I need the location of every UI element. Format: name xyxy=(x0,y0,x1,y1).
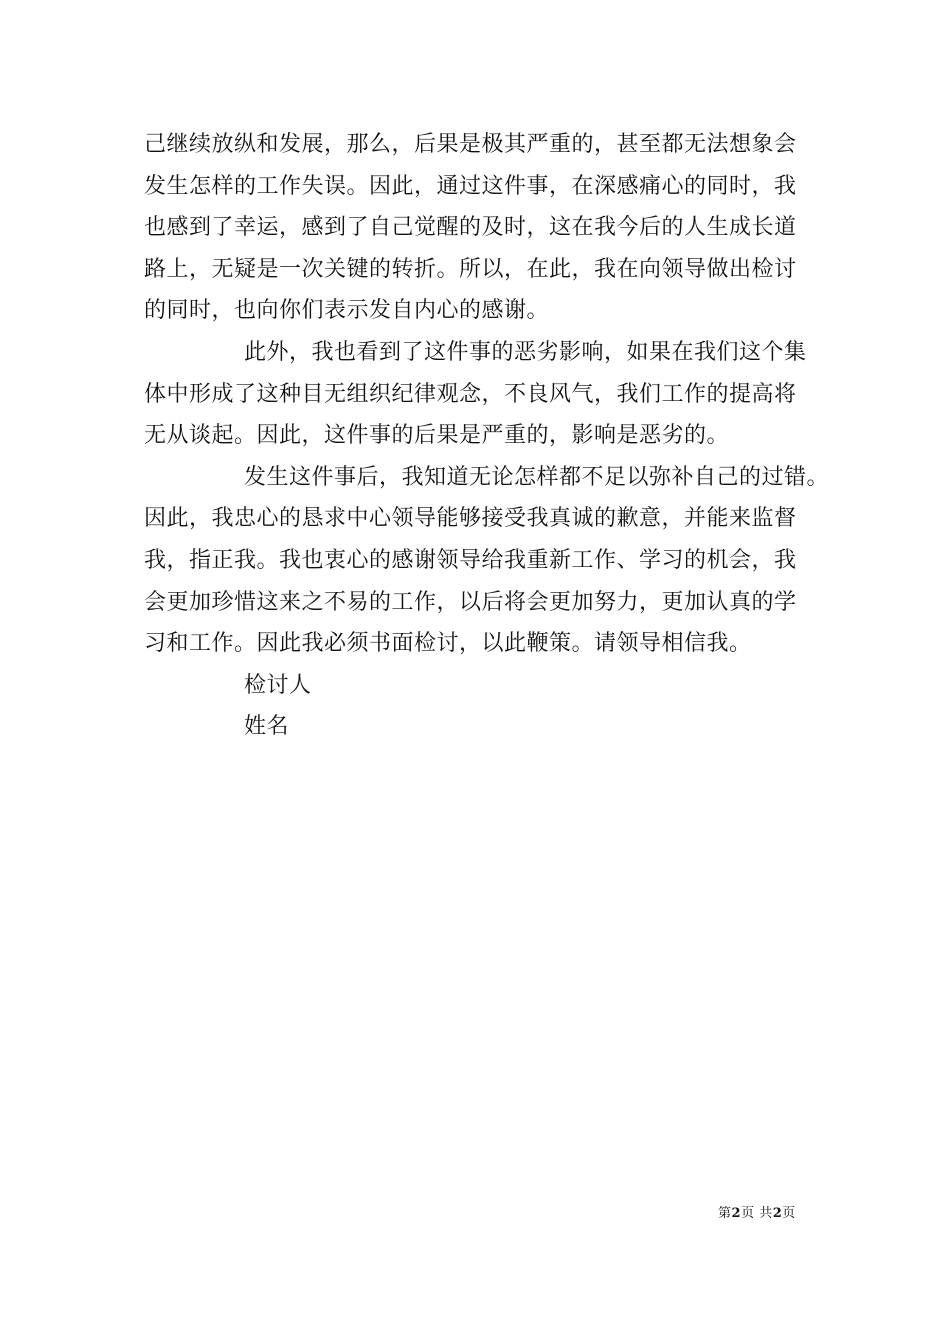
paragraph-3-line-4: 会更加珍惜这来之不易的工作，以后将会更加努力，更加认真的学 xyxy=(144,589,797,615)
paragraph-2-line-1: 此外，我也看到了这件事的恶劣影响，如果在我们这个集 xyxy=(244,339,807,365)
paragraph-2-line-3: 无从谈起。因此，这件事的后果是严重的，影响是恶劣的。 xyxy=(144,423,730,449)
paragraph-1-line-5: 的同时，也向你们表示发自内心的感谢。 xyxy=(144,298,550,324)
paragraph-3-line-2: 因此，我忠心的恳求中心领导能够接受我真诚的歉意，并能来监督 xyxy=(144,506,797,532)
document-body xyxy=(144,124,830,748)
signature-label: 检讨人 xyxy=(244,672,312,698)
page-number xyxy=(718,1202,796,1221)
paragraph-1-line-4: 路上，无疑是一次关键的转折。所以，在此，我在向领导做出检讨 xyxy=(144,256,797,282)
paragraph-2-line-2: 体中形成了这种目无组织纪律观念，不良风气，我们工作的提高将 xyxy=(144,381,797,407)
paragraph-1-line-3: 也感到了幸运，感到了自己觉醒的及时，这在我今后的人生成长道 xyxy=(144,215,797,241)
footer-middle: 页 共 xyxy=(741,1206,773,1221)
paragraph-1-line-1: 己继续放纵和发展，那么，后果是极其严重的，甚至都无法想象会 xyxy=(144,132,797,157)
signature-name-label: 姓名 xyxy=(244,714,290,740)
footer-current-page: 2 xyxy=(731,1206,742,1221)
footer-total-pages: 2 xyxy=(772,1206,783,1221)
paragraph-3-line-1: 发生这件事后，我知道无论怎样都不足以弥补自己的过错。 xyxy=(244,464,830,490)
paragraph-3-line-3: 我，指正我。我也衷心的感谢领导给我重新工作、学习的机会，我 xyxy=(144,547,797,573)
footer-suffix: 页 xyxy=(782,1206,796,1221)
paragraph-3-line-5: 习和工作。因此我必须书面检讨，以此鞭策。请领导相信我。 xyxy=(144,631,752,657)
paragraph-1-line-2: 发生怎样的工作失误。因此，通过这件事，在深感痛心的同时，我 xyxy=(144,173,797,199)
footer-prefix: 第 xyxy=(718,1206,732,1221)
